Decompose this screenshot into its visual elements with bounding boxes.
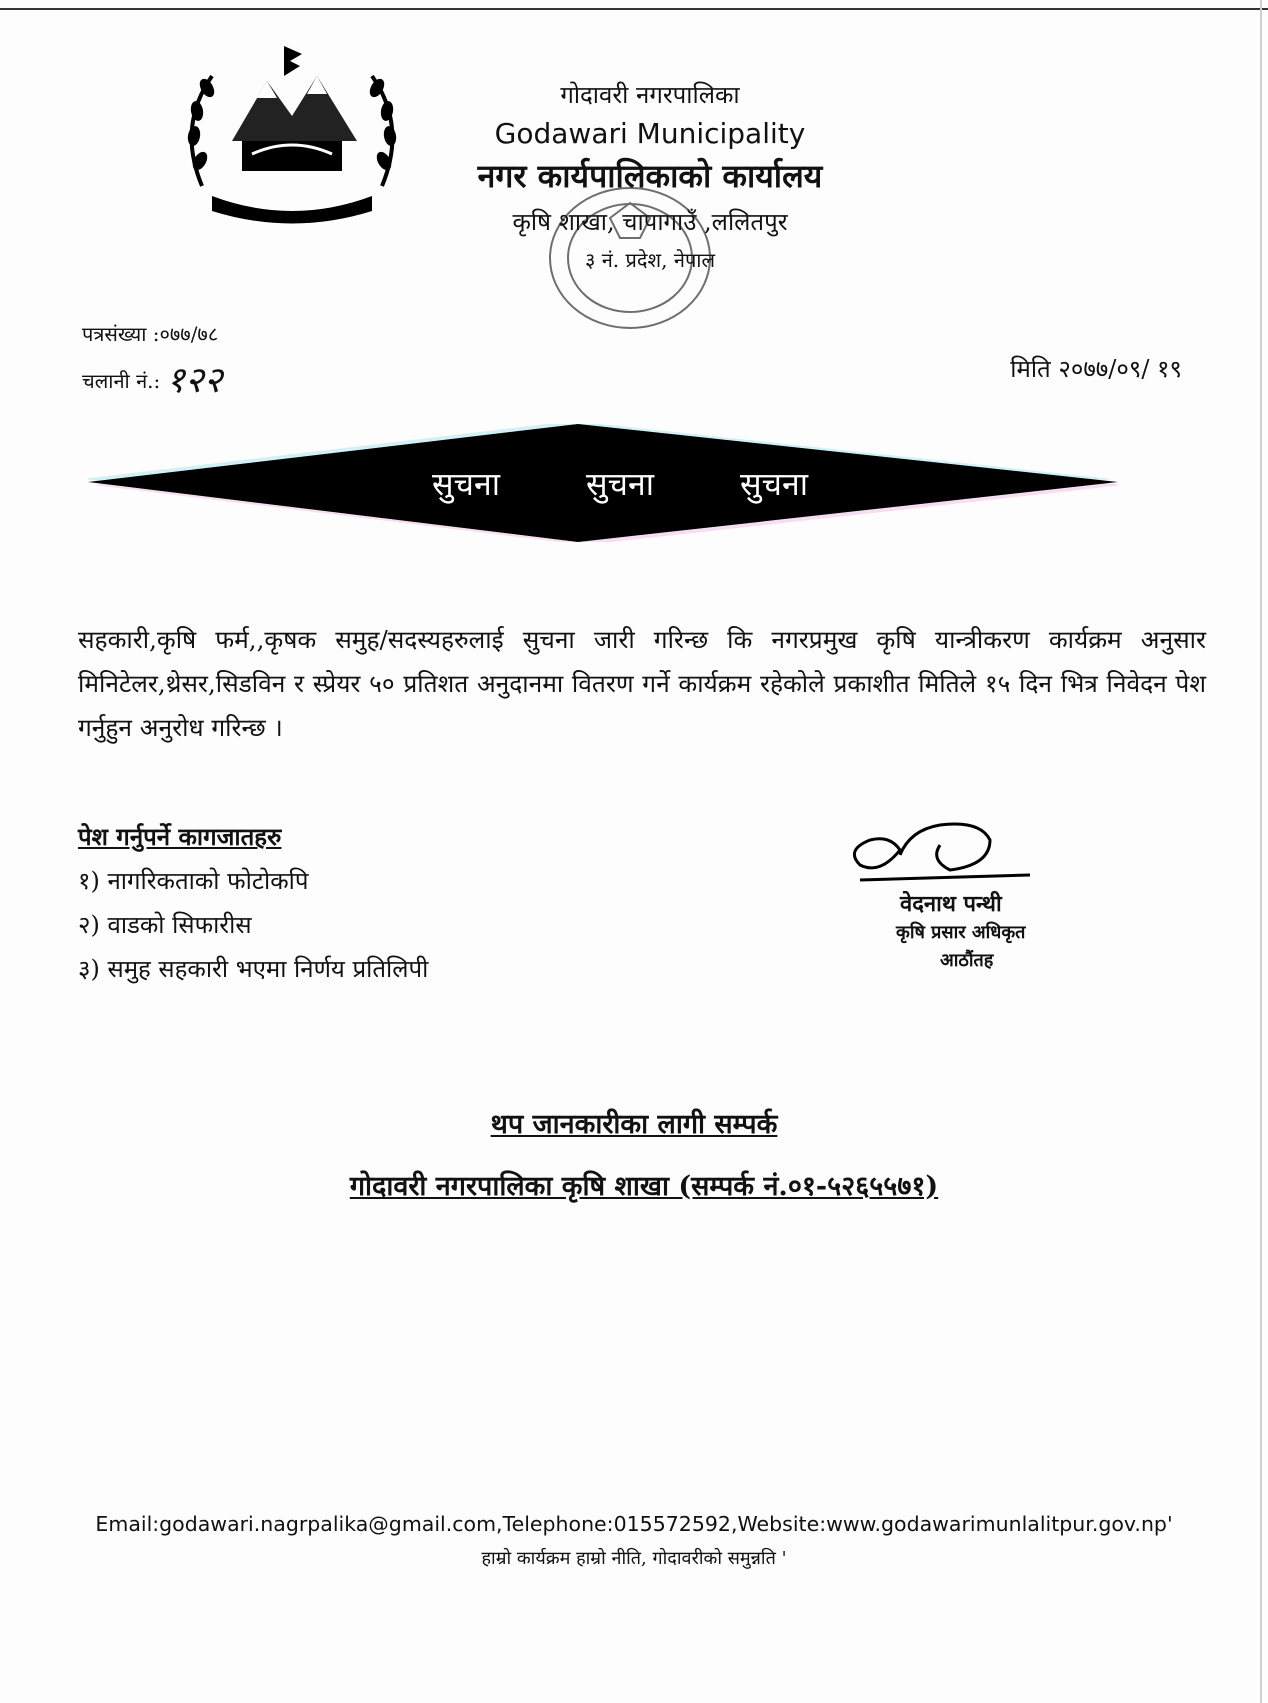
nepal-emblem-icon [172, 36, 412, 236]
dispatch-number: १२२ [166, 360, 223, 401]
office-address: कृषि शाखा, चापागाउँ ,ललितपुर [512, 208, 788, 236]
dispatch-label: चलानी नं.: [82, 369, 161, 393]
office-stamp-icon [540, 178, 720, 338]
documents-title: पेश गर्नुपर्ने कागजातहरु [78, 822, 282, 851]
required-documents [78, 815, 428, 991]
document-item: १) नागरिकताको फोटोकपि [78, 867, 309, 895]
footer-contact-info: Email:godawari.nagrpalika@gmail.com,Telephone:015572592,Website:www.godawarimunlalitpur.gov.np' [95, 1512, 1173, 1536]
dispatch-number-row [82, 354, 222, 403]
letter-date: मिति २०७७/०९/ १९ [1010, 355, 1182, 383]
right-scan-edge [1260, 0, 1262, 1703]
contact-heading: थप जानकारीका लागी सम्पर्क [490, 1109, 778, 1140]
office-province: ३ नं. प्रदेश, नेपाल [584, 248, 716, 272]
banner-word-1: सुचना [432, 465, 501, 503]
document-item: २) वाडको सिफारीस [78, 911, 252, 939]
signatory-name: वेदनाथ पन्थी [900, 891, 1002, 917]
office-name: नगर कार्यपालिकाको कार्यालय [477, 157, 823, 195]
banner-word-2: सुचना [586, 465, 655, 503]
notice-body: सहकारी,कृषि फर्म,,कृषक समुह/सदस्यहरुलाई सुचना जारी गरिन्छ कि नगरप्रमुख कृषि यान्त्रीकरण कार्यक्रम अनुसार मिनिटेलर,थ्रेसर,सिडविन र स्प्रेयर ५० प्रतिशत अनुदानमा वितरण गर्ने कार्यक्रम रहेकोले प्रकाशीत मितिले १५ दिन भित्र निवेदन पेश गर्नुहुन अनुरोध गरिन्छ । [78, 625, 1206, 742]
top-scan-edge [0, 8, 1268, 10]
signatory-title: कृषि प्रसार अधिकृत [896, 922, 1026, 943]
banner-word-3: सुचना [740, 465, 809, 503]
footer-slogan: हाम्रो कार्यक्रम हाम्रो नीति, गोदावरीको समुन्नति ' [481, 1548, 787, 1569]
signatory-level: आठौंतह [940, 950, 994, 971]
municipality-name-nepali: गोदावरी नगरपालिका [560, 81, 740, 109]
letter-reference: पत्रसंख्या :०७७/७८ [82, 322, 219, 346]
contact-details: गोदावरी नगरपालिका कृषि शाखा (सम्पर्क नं.०१-५२६५५७१) [349, 1171, 939, 1202]
municipality-name-english: Godawari Municipality [494, 117, 806, 150]
document-item: ३) समुह सहकारी भएमा निर्णय प्रतिलिपी [78, 955, 429, 983]
